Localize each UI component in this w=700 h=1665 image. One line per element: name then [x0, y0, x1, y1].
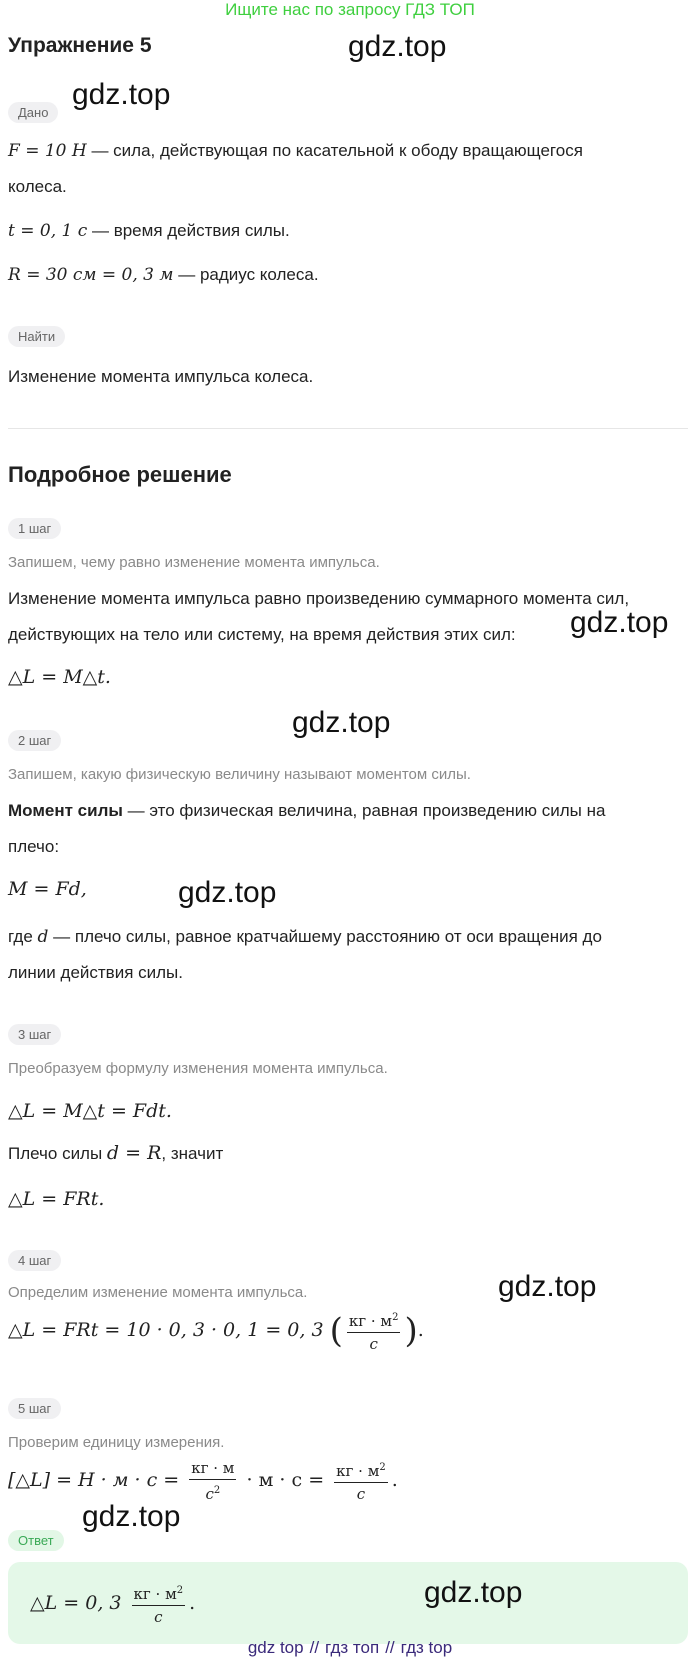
- top-banner: Ищите нас по запросу ГДЗ ТОП: [225, 0, 475, 19]
- given-radius-desc: — радиус колеса.: [173, 265, 319, 284]
- watermark: gdz.top: [570, 606, 669, 639]
- step-2-term: Момент силы: [8, 801, 123, 820]
- exercise-title: Упражнение 5: [8, 34, 152, 57]
- given-radius: [8, 258, 319, 292]
- footer-separator: //: [309, 1638, 320, 1657]
- answer-label: Ответ: [8, 1530, 64, 1551]
- step-4-formula: △L = FRt = 10 · 0, 3 · 0, 1 = 0, 3 ( $\frac{кг \cdot м^2}{с}$ ).: [8, 1311, 424, 1353]
- step-5-frac1-sup: 2: [213, 1485, 221, 1496]
- step-2-where: где: [8, 927, 38, 946]
- step-4-formula-lhs: △L = FRt = 10 · 0, 3 · 0, 1 = 0, 3: [8, 1319, 324, 1341]
- answer-fraction: [132, 1582, 186, 1626]
- step-5-frac1-num: кг · м: [189, 1459, 236, 1480]
- step-5-fraction-2: [334, 1459, 388, 1503]
- step-2-formula: M = Fd,: [8, 878, 87, 900]
- step-2-label: 2 шаг: [8, 730, 61, 751]
- step-4-label: 4 шаг: [8, 1250, 61, 1271]
- step-3-line-a: Плечо силы: [8, 1144, 107, 1163]
- watermark: gdz.top: [178, 876, 277, 909]
- step-2-var: d: [37, 927, 49, 947]
- step-2-line4: линии действия силы.: [8, 963, 183, 982]
- step-5-mid: · м · с =: [246, 1469, 325, 1491]
- step-2-desc: — плечо силы, равное кратчайшему расстоянию от оси вращения до: [48, 927, 602, 946]
- footer-link-2[interactable]: гдз топ: [325, 1638, 380, 1657]
- step-5-badge: [8, 1398, 61, 1419]
- answer-frac-sup: 2: [176, 1585, 184, 1596]
- step-4-frac-num: кг · м: [348, 1312, 393, 1330]
- watermark: gdz.top: [82, 1500, 181, 1533]
- step-4-frac-den: с: [369, 1335, 378, 1353]
- find-text: Изменение момента импульса колеса.: [8, 367, 314, 386]
- step-1-badge: [8, 518, 61, 539]
- watermark: gdz.top: [292, 706, 391, 739]
- solution-title: Подробное решение: [8, 462, 232, 487]
- answer-frac-den: с: [154, 1608, 163, 1626]
- given-force-math: F = 10 Н: [8, 141, 87, 161]
- step-5-label: 5 шаг: [8, 1398, 61, 1419]
- step-2-badge: [8, 730, 61, 751]
- answer-frac-num: кг · м: [133, 1585, 177, 1603]
- footer-link-3[interactable]: гдз top: [400, 1638, 453, 1657]
- step-5-hint: Проверим единицу измерения.: [8, 1434, 225, 1451]
- answer-lhs: △L = 0, 3: [30, 1592, 122, 1614]
- find-badge: [8, 326, 65, 347]
- given-force: [8, 134, 698, 168]
- paren-close: ): [404, 1311, 418, 1351]
- step-2-line2: плечо:: [8, 837, 60, 856]
- paren-open: (: [329, 1311, 343, 1351]
- step-3-hint: Преобразуем формулу изменения момента импульса.: [8, 1060, 388, 1077]
- footer-links: [0, 1638, 700, 1658]
- step-1-hint: Запишем, чему равно изменение момента импульса.: [8, 554, 380, 571]
- step-3-line: [8, 1136, 223, 1171]
- step-5-fraction-1: [189, 1459, 236, 1503]
- footer-separator: //: [385, 1638, 395, 1657]
- section-divider: [8, 428, 688, 429]
- step-5-frac2-sup: 2: [379, 1462, 386, 1473]
- answer-badge: [8, 1530, 64, 1551]
- step-5-frac2-den: с: [356, 1485, 366, 1503]
- step-1-label: 1 шаг: [8, 518, 61, 539]
- footer-link-1[interactable]: gdz top: [247, 1638, 304, 1657]
- step-5-formula: [△L] = Н · м · с = $\frac{кг \cdot м}{с^2}$ · м · с = $\frac{кг \cdot м^2}{с}$ .: [8, 1459, 398, 1503]
- step-1-formula: △L = M△t.: [8, 666, 111, 688]
- given-label: Дано: [8, 102, 58, 123]
- step-4-badge: [8, 1250, 61, 1271]
- watermark: gdz.top: [348, 30, 447, 63]
- step-2-line1: [8, 794, 698, 828]
- given-time-desc: — время действия силы.: [87, 221, 290, 240]
- step-1-line1: Изменение момента импульса равно произведению суммарного момента сил,: [8, 589, 630, 608]
- step-2-def: — это физическая величина, равная произведению силы на: [122, 801, 606, 820]
- watermark: gdz.top: [72, 78, 171, 111]
- step-5-frac2-num: кг · м: [336, 1462, 380, 1480]
- step-2-line3: [8, 920, 698, 954]
- step-3-badge: [8, 1024, 61, 1045]
- step-3-line-b: , значит: [161, 1144, 224, 1163]
- find-label: Найти: [8, 326, 65, 347]
- step-3-formula1: △L = M△t = Fdt.: [8, 1100, 172, 1122]
- step-4-fraction: [347, 1309, 401, 1353]
- step-5-lhs: [△L] = Н · м · с =: [8, 1469, 180, 1491]
- step-3-formula2: △L = FRt.: [8, 1188, 105, 1210]
- step-2-hint: Запишем, какую физическую величину называют моментом силы.: [8, 766, 471, 783]
- given-radius-math: R = 30 см = 0, 3 м: [8, 265, 174, 285]
- given-force-desc: — сила, действующая по касательной к ободу вращающегося: [86, 141, 583, 160]
- step-3-line-math: d = R: [106, 1142, 162, 1164]
- step-4-frac-sup: 2: [392, 1312, 399, 1323]
- given-time-math: t = 0, 1 с: [8, 221, 88, 241]
- step-5-frac1-den: с: [205, 1485, 214, 1503]
- step-3-label: 3 шаг: [8, 1024, 61, 1045]
- given-time: [8, 214, 290, 248]
- given-badge: [8, 102, 58, 123]
- watermark: gdz.top: [424, 1576, 523, 1609]
- given-force-desc-cont: колеса.: [8, 177, 67, 196]
- step-1-line2: действующих на тело или систему, на время действия этих сил:: [8, 625, 516, 644]
- step-4-hint: Определим изменение момента импульса.: [8, 1284, 308, 1301]
- answer-formula: △L = 0, 3 $\frac{кг \cdot м^2}{с}$ .: [30, 1576, 195, 1630]
- watermark: gdz.top: [498, 1270, 597, 1303]
